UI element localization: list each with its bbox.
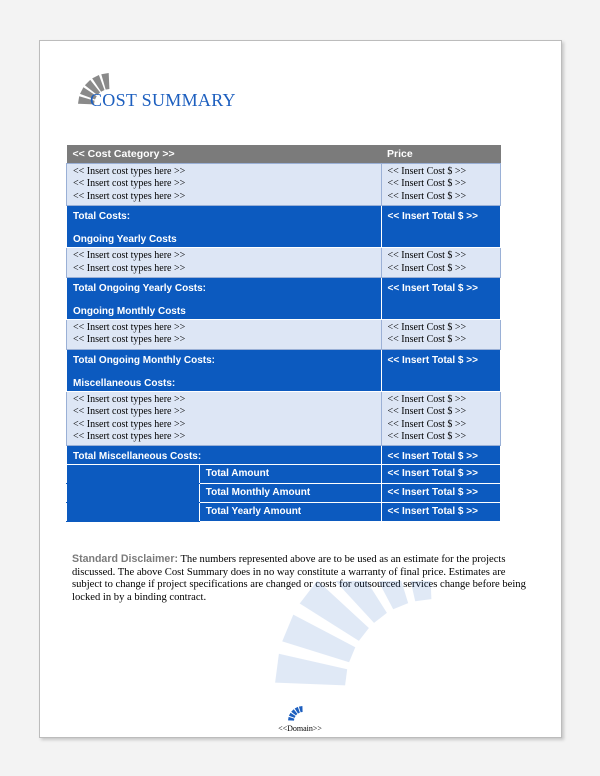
section-heading-label: Ongoing Monthly Costs xyxy=(73,306,186,318)
section-heading-label: Miscellaneous Costs: xyxy=(73,377,176,389)
section-total-value: << Insert Total $ >> xyxy=(381,446,500,465)
footer-logo-segment xyxy=(299,706,303,712)
cost-value-line: << Insert Cost $ >> xyxy=(387,431,467,443)
footer-logo-segment xyxy=(288,717,294,721)
page-title: COST SUMMARY xyxy=(90,90,236,110)
footer-logo-icon xyxy=(285,703,305,723)
section-total-row xyxy=(67,206,501,248)
summary-total-row xyxy=(67,484,501,503)
cost-type-line: << Insert cost types here >> xyxy=(73,250,186,262)
watermark-segment xyxy=(275,654,347,686)
cost-items-row xyxy=(67,164,501,206)
document-page xyxy=(39,40,562,738)
cost-types-cell xyxy=(67,391,382,446)
summary-total-value: << Insert Total $ >> xyxy=(381,465,500,484)
section-total-row xyxy=(67,349,501,391)
section-total-cell xyxy=(67,349,382,391)
disclaimer-label: Standard Disclaimer: xyxy=(72,553,178,565)
cost-items-row xyxy=(67,320,501,350)
footer-domain: <<Domain>> xyxy=(278,724,322,733)
cost-value-line: << Insert Cost $ >> xyxy=(387,178,467,190)
cost-type-line: << Insert cost types here >> xyxy=(73,322,186,334)
cost-value-line: << Insert Cost $ >> xyxy=(387,418,467,430)
summary-total-label: Total Yearly Amount xyxy=(199,503,381,522)
table-header-row xyxy=(67,145,501,164)
section-total-row xyxy=(67,446,501,465)
summary-total-label: Total Amount xyxy=(199,465,381,484)
section-total-label: Total Miscellaneous Costs: xyxy=(73,451,202,463)
cost-value-line: << Insert Cost $ >> xyxy=(387,322,467,334)
watermark-icon xyxy=(270,581,440,691)
section-heading-label: Ongoing Yearly Costs xyxy=(73,234,177,246)
cost-type-line: << Insert cost types here >> xyxy=(73,431,186,443)
summary-total-value: << Insert Total $ >> xyxy=(381,484,500,503)
cost-value-line: << Insert Cost $ >> xyxy=(387,250,467,262)
section-total-label: Total Ongoing Monthly Costs: xyxy=(73,354,216,366)
cost-values-cell xyxy=(381,164,500,206)
cost-type-line: << Insert cost types here >> xyxy=(73,418,186,430)
summary-total-value: << Insert Total $ >> xyxy=(381,503,500,522)
summary-total-row xyxy=(67,465,501,484)
cost-types-cell xyxy=(67,248,382,278)
cost-type-line: << Insert cost types here >> xyxy=(73,178,186,190)
section-total-cell xyxy=(67,278,382,320)
section-total-value: << Insert Total $ >> xyxy=(381,206,500,248)
cost-values-cell xyxy=(381,248,500,278)
cost-items-row xyxy=(67,248,501,278)
cost-type-line: << Insert cost types here >> xyxy=(73,262,186,274)
cost-value-line: << Insert Cost $ >> xyxy=(387,262,467,274)
section-total-cell xyxy=(67,446,382,465)
summary-total-row xyxy=(67,503,501,522)
cost-type-line: << Insert cost types here >> xyxy=(73,334,186,346)
cost-types-cell xyxy=(67,320,382,350)
cost-value-line: << Insert Cost $ >> xyxy=(387,393,467,405)
summary-spacer-cell xyxy=(67,503,200,522)
section-total-label: Total Ongoing Yearly Costs: xyxy=(73,283,206,295)
cost-values-cell xyxy=(381,391,500,446)
cost-type-line: << Insert cost types here >> xyxy=(73,406,186,418)
section-total-cell xyxy=(67,206,382,248)
summary-total-label: Total Monthly Amount xyxy=(199,484,381,503)
cost-type-line: << Insert cost types here >> xyxy=(73,190,186,202)
section-total-value: << Insert Total $ >> xyxy=(381,278,500,320)
summary-spacer-cell xyxy=(67,465,200,484)
cost-value-line: << Insert Cost $ >> xyxy=(387,406,467,418)
cost-summary-table xyxy=(66,145,501,522)
cost-items-row xyxy=(67,391,501,446)
section-total-label: Total Costs: xyxy=(73,211,131,223)
section-total-row xyxy=(67,278,501,320)
cost-type-line: << Insert cost types here >> xyxy=(73,393,186,405)
header-cost-category: << Cost Category >> xyxy=(67,145,382,164)
cost-value-line: << Insert Cost $ >> xyxy=(387,334,467,346)
summary-spacer-cell xyxy=(67,484,200,503)
cost-type-line: << Insert cost types here >> xyxy=(73,166,186,177)
section-total-value: << Insert Total $ >> xyxy=(381,349,500,391)
cost-value-line: << Insert Cost $ >> xyxy=(387,166,467,177)
cost-value-line: << Insert Cost $ >> xyxy=(387,190,467,202)
cost-types-cell xyxy=(67,164,382,206)
cost-values-cell xyxy=(381,320,500,350)
header-price: Price xyxy=(381,145,500,164)
disclaimer-text: The numbers represented above are to be used as an estimate for the projects discussed. The above Cost Summary does in no way constitute a warranty of final price. Estimates are subject to change if project specifications are changed or costs for outsourced services change before being locked in by a binding contract. xyxy=(72,554,526,603)
